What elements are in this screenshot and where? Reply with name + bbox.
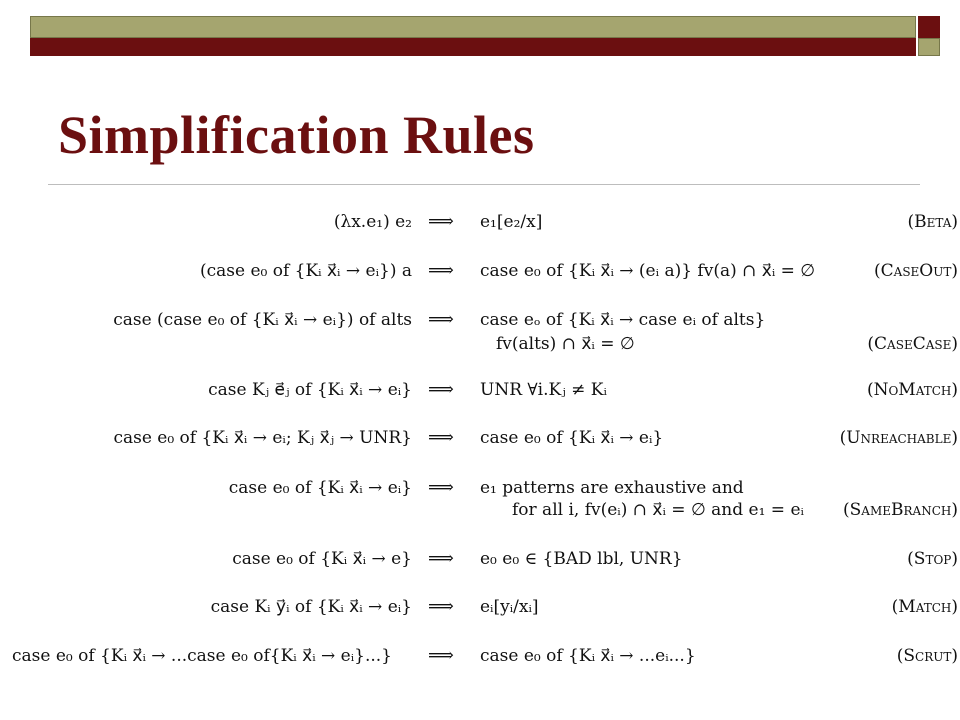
rule-lhs: case e₀ of {Kᵢ x⃗ᵢ → e} — [232, 549, 412, 569]
rule-name: (SameBranch) — [843, 500, 958, 520]
rule-rhs: case e₀ of {Kᵢ x⃗ᵢ → eᵢ} — [480, 428, 664, 448]
header-decor-bars — [30, 16, 916, 58]
rule-lhs: case (case e₀ of {Kᵢ x⃗ᵢ → eᵢ}) of alts — [113, 310, 412, 330]
rule-lhs: case Kⱼ e⃗ⱼ of {Kᵢ x⃗ᵢ → eᵢ} — [208, 380, 412, 400]
olive-bar — [30, 16, 916, 38]
title-divider — [48, 184, 920, 185]
implies-arrow: ⟹ — [428, 427, 454, 448]
rule-rhs: e₀ e₀ ∈ {BAD lbl, UNR} — [480, 549, 683, 569]
olive-square — [918, 38, 940, 56]
rule-rhs: case eₒ of {Kᵢ x⃗ᵢ → case eᵢ of alts} — [480, 310, 766, 330]
implies-arrow: ⟹ — [428, 379, 454, 400]
rule-name: (Match) — [891, 597, 958, 617]
rule-name: (Beta) — [907, 212, 958, 232]
rule-lhs: case e₀ of {Kᵢ x⃗ᵢ → eᵢ; Kⱼ x⃗ⱼ → UNR} — [113, 428, 412, 448]
rule-rhs: e₁[e₂/x] — [480, 212, 543, 232]
rule-name: (CaseOut) — [874, 261, 958, 281]
rule-name: (CaseCase) — [867, 334, 958, 354]
implies-arrow: ⟹ — [428, 211, 454, 232]
implies-arrow: ⟹ — [428, 548, 454, 569]
rule-lhs: case Kᵢ y⃗ᵢ of {Kᵢ x⃗ᵢ → eᵢ} — [210, 597, 412, 617]
implies-arrow: ⟹ — [428, 596, 454, 617]
rule-rhs: case e₀ of {Kᵢ x⃗ᵢ → ...eᵢ...} — [480, 646, 696, 666]
rule-name: (NoMatch) — [866, 380, 958, 400]
implies-arrow: ⟹ — [428, 477, 454, 498]
rule-name: (Stop) — [907, 549, 958, 569]
rule-lhs: case e₀ of {Kᵢ x⃗ᵢ → ...case e₀ of{Kᵢ x⃗ᵢ → eᵢ}...} — [12, 646, 392, 666]
slide-title: Simplification Rules — [58, 105, 535, 165]
rule-name: (Unreachable) — [839, 428, 958, 448]
maroon-bar — [30, 38, 916, 56]
rule-rhs: eᵢ[yᵢ/xᵢ] — [480, 597, 539, 617]
rule-lhs: (case e₀ of {Kᵢ x⃗ᵢ → eᵢ}) a — [199, 261, 412, 281]
implies-arrow: ⟹ — [428, 309, 454, 330]
rule-name: (Scrut) — [896, 646, 958, 666]
maroon-square — [918, 16, 940, 38]
implies-arrow: ⟹ — [428, 260, 454, 281]
rule-rhs: case e₀ of {Kᵢ x⃗ᵢ → (eᵢ a)} fv(a) ∩ x⃗ᵢ = ∅ — [480, 261, 816, 281]
rule-rhs: UNR ∀i.Kⱼ ≠ Kᵢ — [480, 380, 607, 400]
rule-lhs: case e₀ of {Kᵢ x⃗ᵢ → eᵢ} — [228, 478, 412, 498]
rule-rhs: e₁ patterns are exhaustive and — [480, 478, 744, 498]
implies-arrow: ⟹ — [428, 645, 454, 666]
rule-condition: fv(alts) ∩ x⃗ᵢ = ∅ — [496, 334, 635, 354]
rule-condition: for all i, fv(eᵢ) ∩ x⃗ᵢ = ∅ and e₁ = eᵢ — [512, 500, 804, 520]
rule-lhs: (λx.e₁) e₂ — [333, 212, 412, 232]
